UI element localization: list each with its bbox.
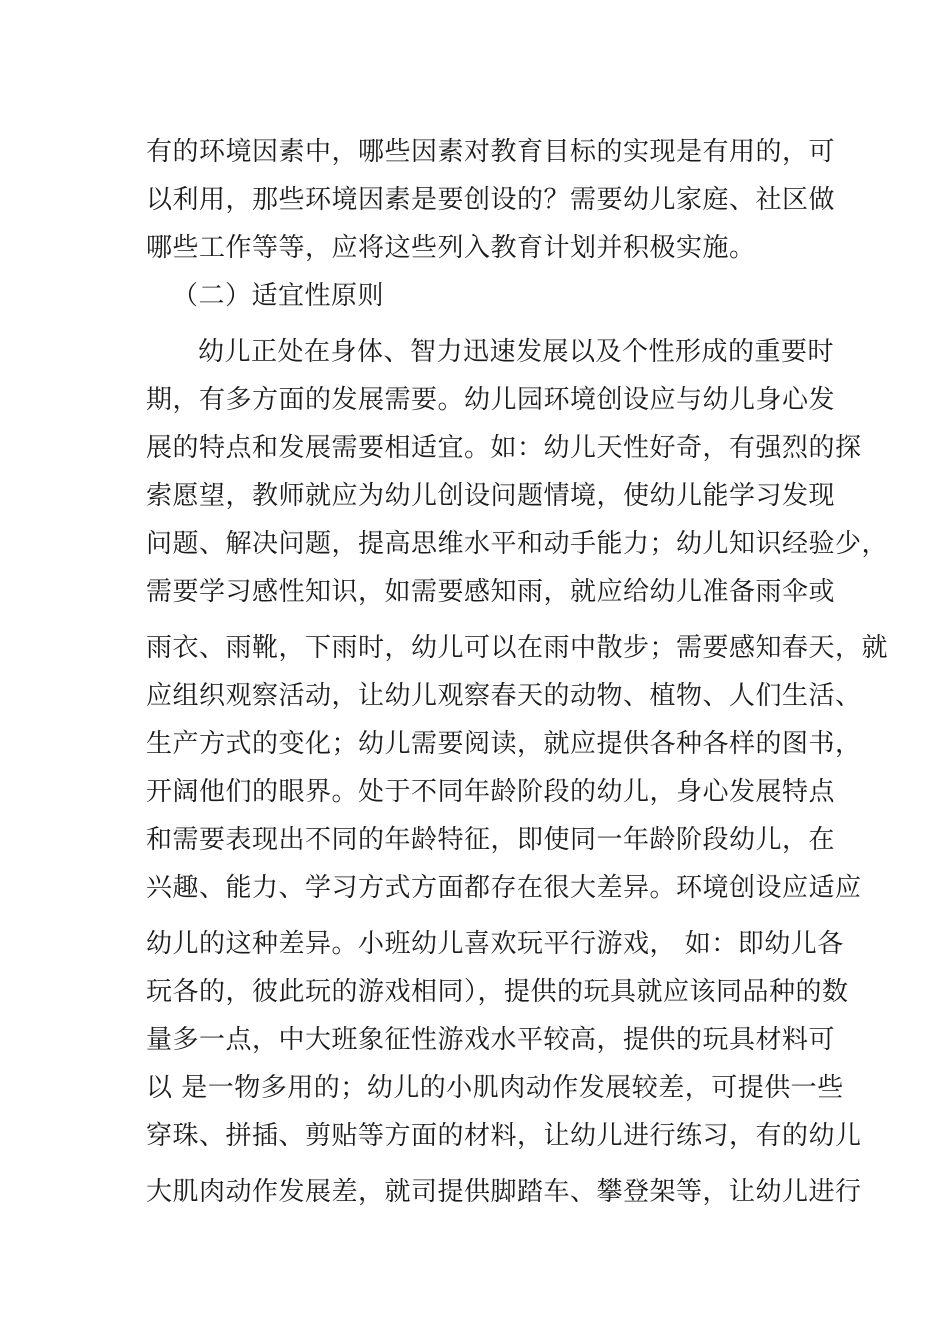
paragraph-first-line: 幼儿正处在身体、智力迅速发展以及个性形成的重要时 — [198, 337, 835, 367]
text-line: 生产方式的变化；幼儿需要阅读，就应提供各种各样的图书， — [146, 729, 862, 759]
text-line: 开阔他们的眼界。处于不同年龄阶段的幼儿，身心发展特点 — [146, 777, 836, 807]
text-line: 索愿望，教师就应为幼儿创设问题情境，使幼儿能学习发现 — [146, 481, 836, 511]
text-line: 玩各的，彼此玩的游戏相同），提供的玩具就应该同品种的数 — [146, 977, 849, 1007]
text-line: 大肌肉动作发展差，就司提供脚踏车、攀登架等，让幼儿进行 — [146, 1177, 862, 1207]
text-line: 幼儿的这种差异。小班幼儿喜欢玩平行游戏， 如：即幼儿各 — [146, 929, 844, 959]
text-line: 穿珠、拼插、剪贴等方面的材料，让幼儿进行练习，有的幼儿 — [146, 1121, 862, 1151]
text-line: 展的特点和发展需要相适宜。如：幼儿天性好奇，有强烈的探 — [146, 433, 862, 463]
text-line: 以利用，那些环境因素是要创设的？需要幼儿家庭、社区做 — [146, 185, 836, 215]
text-line: 以 是一物多用的；幼儿的小肌肉动作发展较差，可提供一些 — [146, 1073, 844, 1103]
text-line: 兴趣、能力、学习方式方面都存在很大差异。环境创设应适应 — [146, 873, 862, 903]
section-heading: （二）适宜性原则 — [172, 281, 385, 311]
text-line: 应组织观察活动，让幼儿观察春天的动物、植物、人们生活、 — [146, 681, 862, 711]
text-line: 有的环境因素中，哪些因素对教育目标的实现是有用的，可 — [146, 137, 836, 167]
text-line: 雨衣、雨靴，下雨时，幼儿可以在雨中散步；需要感知春天，就 — [146, 633, 889, 663]
text-line: 和需要表现出不同的年龄特征，即使同一年龄阶段幼儿，在 — [146, 825, 836, 855]
text-line: 需要学习感性知识，如需要感知雨，就应给幼儿准备雨伞或 — [146, 577, 836, 607]
text-line: 哪些工作等等，应将这些列入教育计划并积极实施。 — [146, 233, 756, 263]
text-line: 问题、解决问题，提高思维水平和动手能力；幼儿知识经验少， — [146, 529, 889, 559]
text-line: 量多一点，中大班象征性游戏水平较高，提供的玩具材料可 — [146, 1025, 836, 1055]
text-line: 期，有多方面的发展需要。幼儿园环境创设应与幼儿身心发 — [146, 385, 836, 415]
